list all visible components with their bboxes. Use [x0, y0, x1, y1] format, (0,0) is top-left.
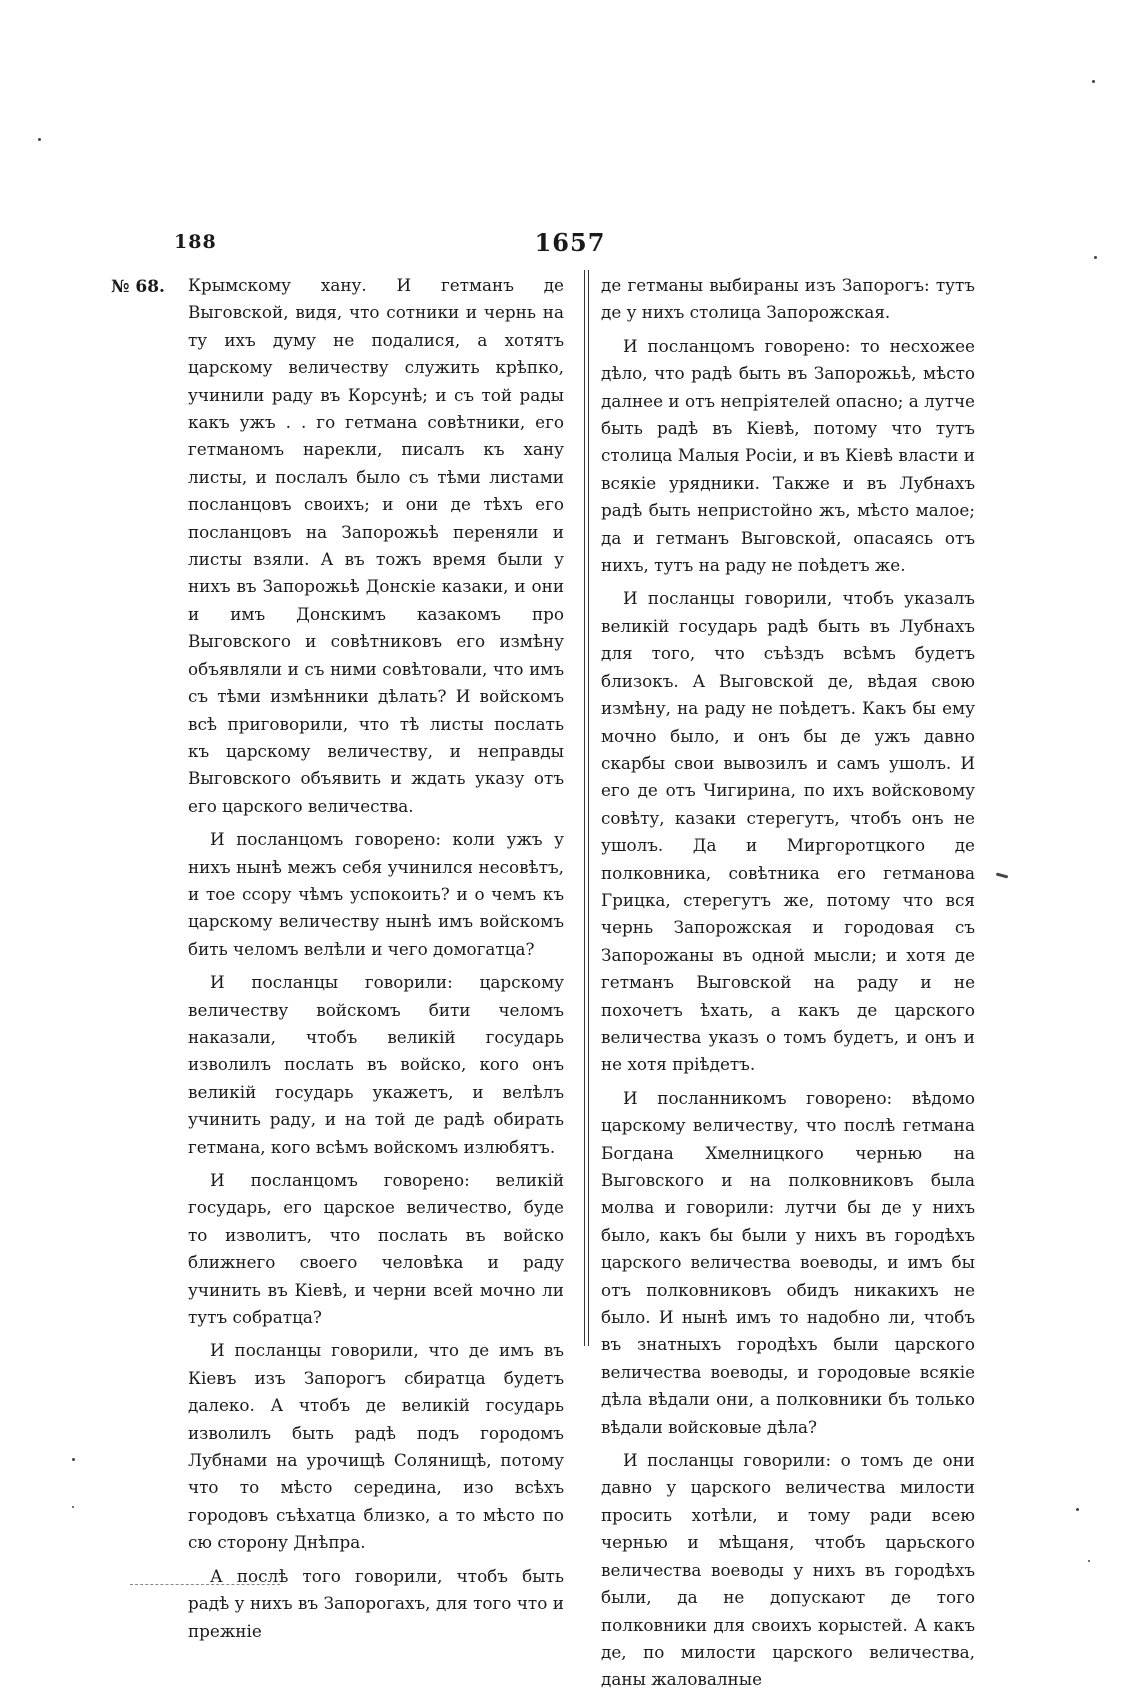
- document-number: № 68.: [111, 277, 165, 297]
- scan-speck: [72, 1458, 75, 1461]
- paragraph: И посланцы говорили: о томъ де они давно у царского величества милости просить хотѣли, и тому ради всею чернью и мѣщаня, чтобъ царьского величества воеводы у нихъ въ городѣхъ были, да не допускают де того полковники для своихъ корыстей. А какъ де, по милости царского величества, даны жаловалные: [601, 1450, 975, 1690]
- scan-speck: [1092, 80, 1095, 83]
- left-column: [188, 272, 564, 1651]
- paragraph: де гетманы выбираны изъ Запорогъ: тутъ де у нихъ столица Запорожская.: [601, 275, 975, 323]
- paragraph: И посланцомъ говорено: коли ужъ у нихъ нынѣ межъ себя учинился несовѣтъ, и тое ссору чѣмъ успокоить? и о чемъ къ царскому величеству нынѣ имъ войскомъ бить челомъ велѣли и чего домогатца?: [188, 829, 564, 959]
- page-year-heading: 1657: [534, 228, 606, 257]
- paragraph: Крымскому хану. И гетманъ де Выговской, видя, что сотники и чернь на ту ихъ думу не подалися, а хотятъ царскому величеству служить крѣпко, учинили раду въ Корсунѣ; и съ той рады какъ ужъ . . го гетмана совѣтники, его гетманомъ нарекли, писалъ къ хану листы, и послалъ было съ тѣми листами посланцовъ своихъ; и они де тѣхъ его посланцовъ на Запорожьѣ переняли и листы взяли. А въ тожъ время были у нихъ въ Запорожьѣ Донскіе казаки, и они и имъ Донскимъ казакомъ про Выговского и совѣтниковъ его измѣну объявляли и съ ними совѣтовали, что имъ съ тѣми измѣнники дѣлать? И войскомъ всѣ приговорили, что тѣ листы послать къ царскому величеству, и неправды Выговского объявить и ждать указу отъ его царского величества.: [188, 275, 564, 816]
- page-number: 188: [174, 231, 217, 253]
- paragraph: А послѣ того говорили, чтобъ быть радѣ у нихъ въ Запорогахъ, для того что и прежніе: [188, 1565, 564, 1641]
- scan-speck: [996, 872, 1008, 878]
- paragraph: И посланцомъ говорено: то несхожее дѣло, что радѣ быть въ Запорожьѣ, мѣсто далнее и отъ непріятелей опасно; а лутче быть радѣ въ Кіевѣ, потому что тутъ столица Малыя Росіи, и въ Кіевѣ власти и всякіе урядники. Также и въ Лубнахъ радѣ быть непристойно жъ, мѣсто малое; да и гетманъ Выговской, опасаясь отъ нихъ, тутъ на раду не поѣдетъ же.: [601, 335, 975, 576]
- scan-speck: [1076, 1508, 1079, 1511]
- column-divider: [584, 270, 589, 1346]
- right-column: [601, 272, 975, 1700]
- paragraph: И посланцы говорили, чтобъ указалъ великій государь радѣ быть въ Лубнахъ для того, что съѣздъ всѣмъ будетъ близокъ. А Выговской де, вѣдая свою измѣну, на раду не поѣдетъ. Какъ бы ему мочно было, и онъ бы де ужъ давно скарбы свои вывозилъ и самъ ушолъ. И его де отъ Чигирина, по ихъ войсковому совѣту, казаки стерегутъ, чтобъ онъ не ушолъ. Да и Миргоротцкого де полковника, совѣтника его гетманова Грицка, стерегутъ же, потому что вся чернь Запорожская и городовая съ Запорожаны въ одной мысли; и хотя де гетманъ Выговской на раду и не похочетъ ѣхать, а какъ де царского величества указъ о томъ будетъ, и онъ и не хотя пріѣдетъ.: [601, 588, 975, 1075]
- scan-speck: [1094, 256, 1097, 259]
- paragraph: И посланникомъ говорено: вѣдомо царскому величеству, что послѣ гетмана Богдана Хмелницкого чернью на Выговского и на полковниковъ была молва и говорили: лутчи бы де у нихъ было, какъ бы были у нихъ въ городѣхъ царского величества воеводы, и имъ бы отъ полковниковъ обидъ никакихъ не было. И нынѣ имъ то надобно ли, чтобъ въ знатныхъ городѣхъ были царского величества воеводы, и городовые всякіе дѣла вѣдали они, а полковники бъ только вѣдали войсковые дѣла?: [601, 1087, 975, 1437]
- paragraph: И посланцы говорили, что де имъ въ Кіевъ изъ Запорогъ сбиратца будетъ далеко. А чтобъ де великій государь изволилъ быть радѣ подъ городомъ Лубнами на урочищѣ Солянищѣ, потому что то мѣсто середина, изо всѣхъ городовъ съѣхатца близко, а то мѣсто по сю сторону Днѣпра.: [188, 1340, 564, 1553]
- paragraph: И посланцомъ говорено: великій государь, его царское величество, буде то изволитъ, что послать въ войско ближнего своего человѣка и раду учинить въ Кіевѣ, и черни всей мочно ли тутъ собратца?: [188, 1170, 564, 1328]
- scan-edge-mark: [130, 1584, 280, 1587]
- paragraph: И посланцы говорили: царскому величеству войскомъ бити челомъ наказали, чтобъ великій государь изволилъ послать въ войско, кого онъ великій государь укажетъ, и велѣлъ учинить раду, и на той де радѣ обирать гетмана, кого всѣмъ войскомъ излюбятъ.: [188, 972, 564, 1157]
- scan-speck: [72, 1506, 74, 1508]
- scan-speck: [38, 138, 41, 141]
- scan-speck: [1088, 1560, 1090, 1562]
